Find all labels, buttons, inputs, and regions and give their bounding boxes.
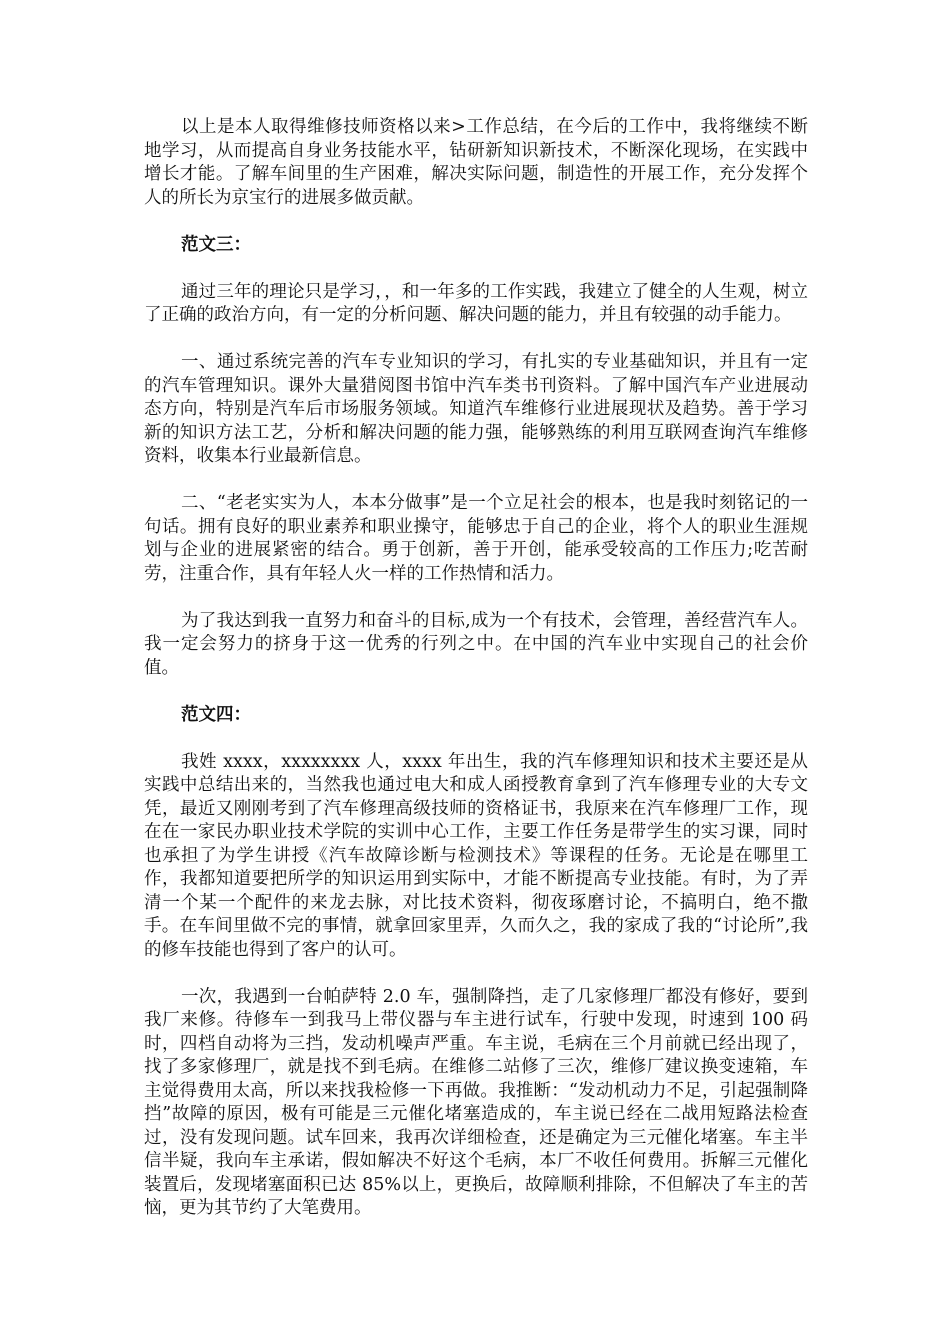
- paragraph-intro-three: 通过三年的理论只是学习，，和一年多的工作实践，我建立了健全的人生观，树立了正确的政治方向，有一定的分析问题、解决问题的能力，并且有较强的动手能力。: [144, 281, 808, 325]
- heading-sample-three: 范文三：: [181, 234, 251, 255]
- paragraph-point-one: 一、通过系统完善的汽车专业知识的学习，有扎实的专业基础知识，并且有一定的汽车管理知识。课外大量猎阅图书馆中汽车类书刊资料。了解中国汽车产业进展动态方向，特别是汽车后市场服务领域。知道汽车维修行业进展现状及趋势。善于学习新的知识方法工艺，分析和解决问题的能力强，能够熟练的利用互联网查询汽车维修资料，收集本行业最新信息。: [144, 352, 808, 466]
- heading-sample-four: 范文四：: [181, 704, 251, 725]
- paragraph-goal: 为了我达到我一直努力和奋斗的目标,成为一个有技术，会管理，善经营汽车人。我一定会努力的挤身于这一优秀的行列之中。在中国的汽车业中实现自己的社会价值。: [144, 610, 808, 678]
- document-page: [144, 116, 808, 1244]
- paragraph-point-two: 二、“老老实实为人，本本分做事”是一个立足社会的根本，也是我时刻铭记的一句话。拥有良好的职业素养和职业操守，能够忠于自己的企业，将个人的职业生涯规划与企业的进展紧密的结合。勇于创新，善于开创，能承受较高的工作压力;吃苦耐劳，注重合作，具有年轻人火一样的工作热情和活力。: [144, 493, 808, 584]
- paragraph-intro-four: 我姓 xxxx，xxxxxxxx 人，xxxx 年出生，我的汽车修理知识和技术主要还是从实践中总结出来的，当然我也通过电大和成人函授教育拿到了汽车修理专业的大专文凭，最近又刚刚考到了汽车修理高级技师的资格证书，我原来在汽车修理厂工作，现在在一家民办职业技术学院的实训中心工作，主要工作任务是带学生的实习课，同时也承担了为学生讲授《汽车故障诊断与检测技术》等课程的任务。无论是在哪里工作，我都知道要把所学的知识运用到实际中，才能不断提高专业技能。有时，为了弄清一个某一个配件的来龙去脉，对比技术资料，彻夜琢磨讨论，不搞明白，绝不撒手。在车间里做不完的事情，就拿回家里弄，久而久之，我的家成了我的“讨论所”,我的修车技能也得到了客户的认可。: [144, 751, 808, 960]
- paragraph-repair-case: 一次，我遇到一台帕萨特 2.0 车，强制降挡，走了几家修理厂都没有修好，要到我厂来修。待修车一到我马上带仪器与车主进行试车，行驶中发现，时速到 100 码时，四档自动将为三挡，发动机噪声严重。车主说，毛病在三个月前就已经出现了，找了多家修理厂，就是找不到毛病。在维修二站修了三次，维修厂建议换变速箱，车主觉得费用太高，所以来找我检修一下再做。我推断：“发动机动力不足，引起强制降挡”故障的原因，极有可能是三元催化堵塞造成的，车主说已经在二战用短路法检查过，没有发现问题。试车回来，我再次详细检查，还是确定为三元催化堵塞。车主半信半疑，我向车主承诺，假如解决不好这个毛病，本厂不收任何费用。拆解三元催化装置后，发现堵塞面积已达 85%以上，更换后，故障顺利排除，不但解决了车主的苦恼，更为其节约了大笔费用。: [144, 986, 808, 1218]
- paragraph-summary: 以上是本人取得维修技师资格以来>工作总结，在今后的工作中，我将继续不断地学习，从而提高自身业务技能水平，钻研新知识新技术，不断深化现场，在实践中增长才能。了解车间里的生产困难，解决实际问题，制造性的开展工作，充分发挥个人的所长为京宝行的进展多做贡献。: [144, 117, 808, 208]
